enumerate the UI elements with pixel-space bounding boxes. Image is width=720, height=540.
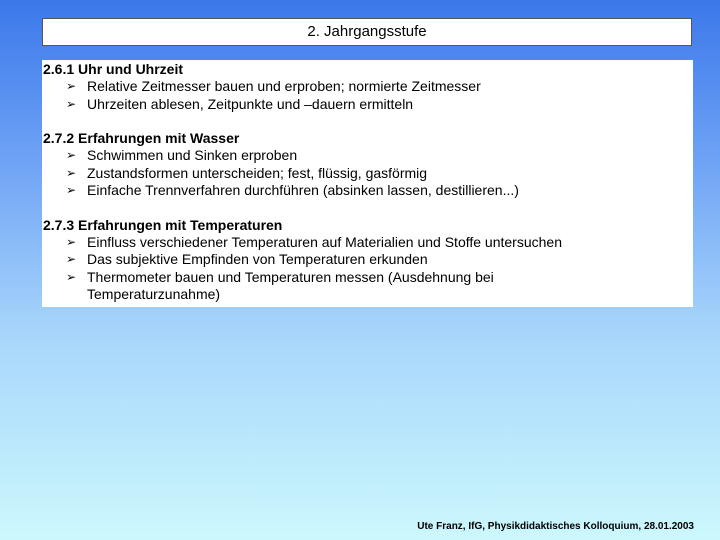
list-item: ➢ Einfluss verschiedener Temperaturen auf Materialien und Stoffe untersuchen: [66, 233, 562, 250]
arrow-bullet-icon: ➢: [66, 269, 77, 284]
section-heading: 2.6.1 Uhr und Uhrzeit: [43, 61, 184, 77]
arrow-bullet-icon: ➢: [66, 148, 77, 162]
arrow-bullet-icon: ➢: [66, 96, 77, 111]
list-item: ➢ Schwimmen und Sinken erproben: [66, 147, 298, 163]
section-temperaturen: [42, 217, 693, 304]
list-item: ➢ Relative Zeitmesser bauen und erproben; normierte Zeitmesser: [66, 78, 481, 94]
footer-credit: Ute Franz, IfG, Physikdidaktisches Kolloquium, 28.01.2003: [417, 521, 694, 532]
section-uhr: [42, 61, 693, 113]
section-heading: 2.7.3 Erfahrungen mit Temperaturen: [43, 216, 283, 233]
item-list: [42, 147, 693, 200]
section-wasser: [42, 130, 693, 200]
content-box: [42, 60, 693, 307]
list-item: ➢ Thermometer bauen und Temperaturen messen (Ausdehnung bei Temperaturzunahme): [66, 268, 494, 302]
slide-title: 2. Jahrgangsstufe: [307, 23, 427, 40]
arrow-bullet-icon: ➢: [66, 234, 77, 249]
list-item: ➢ Zustandsformen unterscheiden; fest, flüssig, gasförmig: [66, 164, 428, 181]
slide-title-box: [42, 18, 692, 46]
arrow-bullet-icon: ➢: [66, 165, 77, 180]
arrow-bullet-icon: ➢: [66, 183, 77, 197]
list-item: ➢ Uhrzeiten ablesen, Zeitpunkte und –dauern ermitteln: [66, 95, 414, 112]
list-item: ➢ Einfache Trennverfahren durchführen (absinken lassen, destillieren...): [66, 182, 519, 198]
arrow-bullet-icon: ➢: [66, 252, 77, 266]
arrow-bullet-icon: ➢: [66, 79, 77, 93]
item-list: [42, 78, 693, 113]
list-item: ➢ Das subjektive Empfinden von Temperaturen erkunden: [66, 251, 428, 267]
section-heading: 2.7.2 Erfahrungen mit Wasser: [43, 130, 240, 146]
item-list: [42, 234, 693, 304]
